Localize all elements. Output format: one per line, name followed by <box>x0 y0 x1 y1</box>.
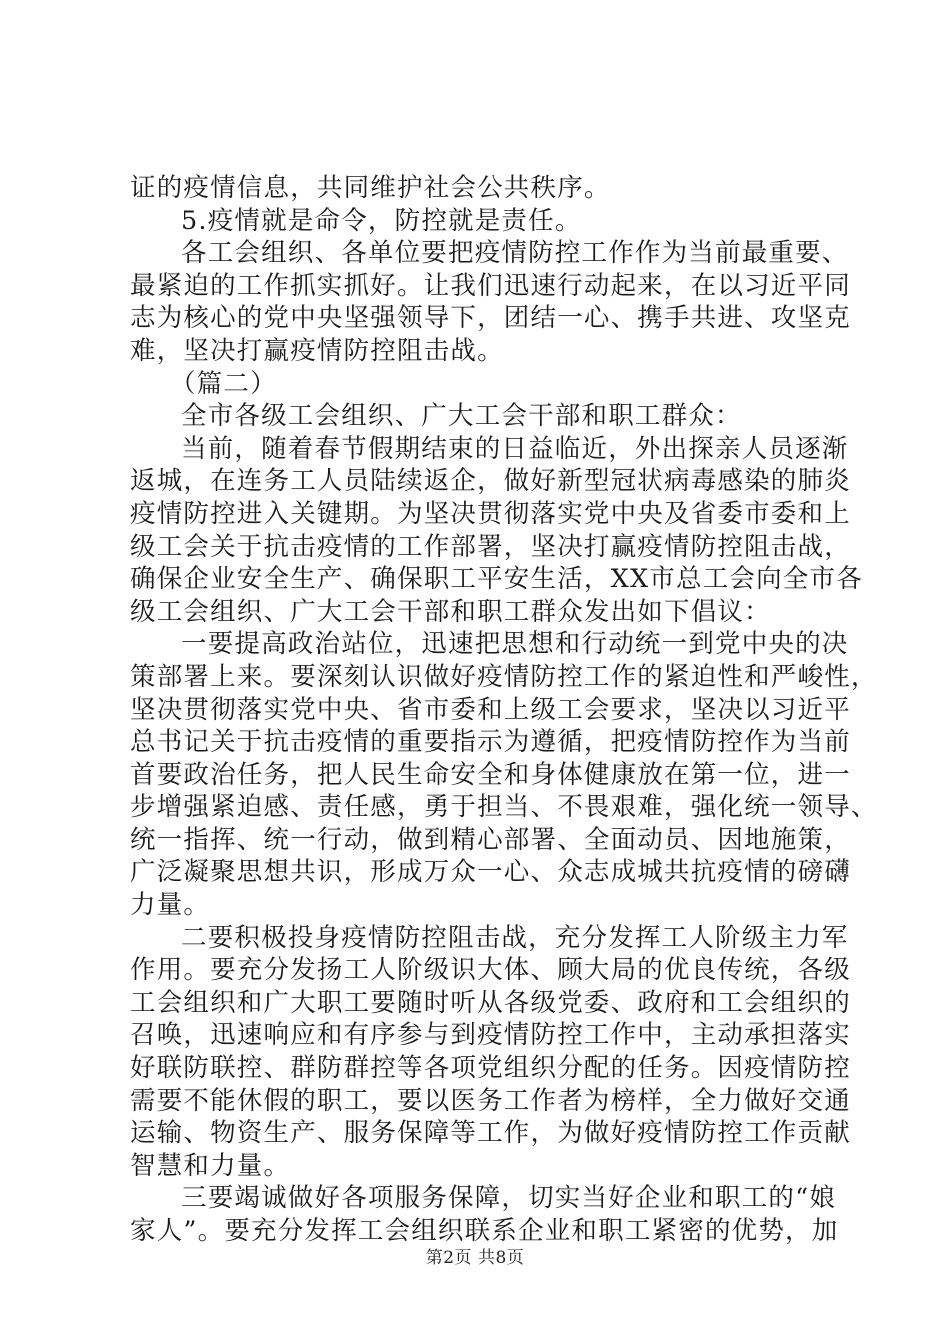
text-line: 运输、物资生产、服务保障等工作，为做好疫情防控工作贡献 <box>130 1118 851 1149</box>
text-line: 智慧和力量。 <box>130 1150 291 1181</box>
page-footer: 第2页 共8页 <box>425 1248 525 1268</box>
text-line: 统一指挥、统一行动，做到精心部署、全面动员、因地施策， <box>130 824 851 855</box>
text-line: 证的疫情信息，共同维护社会公共秩序。 <box>130 173 611 203</box>
text-line: 疫情防控进入关键期。为坚决贯彻落实党中央及省委市委和上 <box>130 498 851 529</box>
text-line: 首要政治任务，把人民生命安全和身体健康放在第一位，进一 <box>130 759 851 790</box>
text-line: 策部署上来。要深刻认识做好疫情防控工作的紧迫性和严峻性， <box>130 661 878 692</box>
text-line: 三要竭诚做好各项服务保障，切实当好企业和职工的“娘 <box>181 1183 837 1214</box>
text-line: 志为核心的党中央坚强领导下，团结一心、携手共进、攻坚克 <box>130 303 851 334</box>
text-line: 二要积极投身疫情防控阻击战，充分发挥工人阶级主力军 <box>181 922 849 953</box>
text-line: 家人”。要充分发挥工会组织联系企业和职工紧密的优势，加 <box>130 1216 839 1246</box>
text-line: （篇二） <box>170 368 277 399</box>
text-line: 力量。 <box>130 890 211 921</box>
text-line: 最紧迫的工作抓实抓好。让我们迅速行动起来，在以习近平同 <box>130 270 851 301</box>
text-line: 工会组织和广大职工要随时听从各级党委、政府和工会组织的 <box>130 987 851 1018</box>
text-line: 作用。要充分发扬工人阶级识大体、顾大局的优良传统，各级 <box>130 955 851 986</box>
text-line: 召唤，迅速响应和有序参与到疫情防控工作中，主动承担落实 <box>130 1020 851 1051</box>
document-body <box>130 172 878 1248</box>
text-line: 5.疫情就是命令，防控就是责任。 <box>181 205 582 236</box>
text-line: 好联防联控、群防群控等各项党组织分配的任务。因疫情防控 <box>130 1053 851 1084</box>
text-line: 一要提高政治站位，迅速把思想和行动统一到党中央的决 <box>181 629 849 660</box>
text-line: 总书记关于抗击疫情的重要指示为遵循，把疫情防控作为当前 <box>130 727 851 758</box>
text-line: 难，坚决打赢疫情防控阻击战。 <box>130 335 504 366</box>
text-line: 级工会组织、广大工会干部和职工群众发出如下倡议： <box>130 596 771 627</box>
text-line: 坚决贯彻落实党中央、省市委和上级工会要求，坚决以习近平 <box>130 694 851 725</box>
text-line: 确保企业安全生产、确保职工平安生活，XX市总工会向全市各 <box>130 564 863 595</box>
text-line: 返城，在连务工人员陆续返企，做好新型冠状病毒感染的肺炎 <box>130 466 851 497</box>
text-line: 各工会组织、各单位要把疫情防控工作作为当前最重要、 <box>181 238 849 269</box>
text-line: 需要不能休假的职工，要以医务工作者为榜样，全力做好交通 <box>130 1085 851 1116</box>
text-line: 广泛凝聚思想共识，形成万众一心、众志成城共抗疫情的磅礴 <box>130 857 851 888</box>
text-line: 级工会关于抗击疫情的工作部署，坚决打赢疫情防控阻击战， <box>130 531 851 562</box>
text-line: 当前，随着春节假期结束的日益临近，外出探亲人员逐渐 <box>181 433 849 464</box>
text-line: 全市各级工会组织、广大工会干部和职工群众： <box>181 401 742 432</box>
text-line: 步增强紧迫感、责任感，勇于担当、不畏艰难，强化统一领导、 <box>130 792 878 823</box>
